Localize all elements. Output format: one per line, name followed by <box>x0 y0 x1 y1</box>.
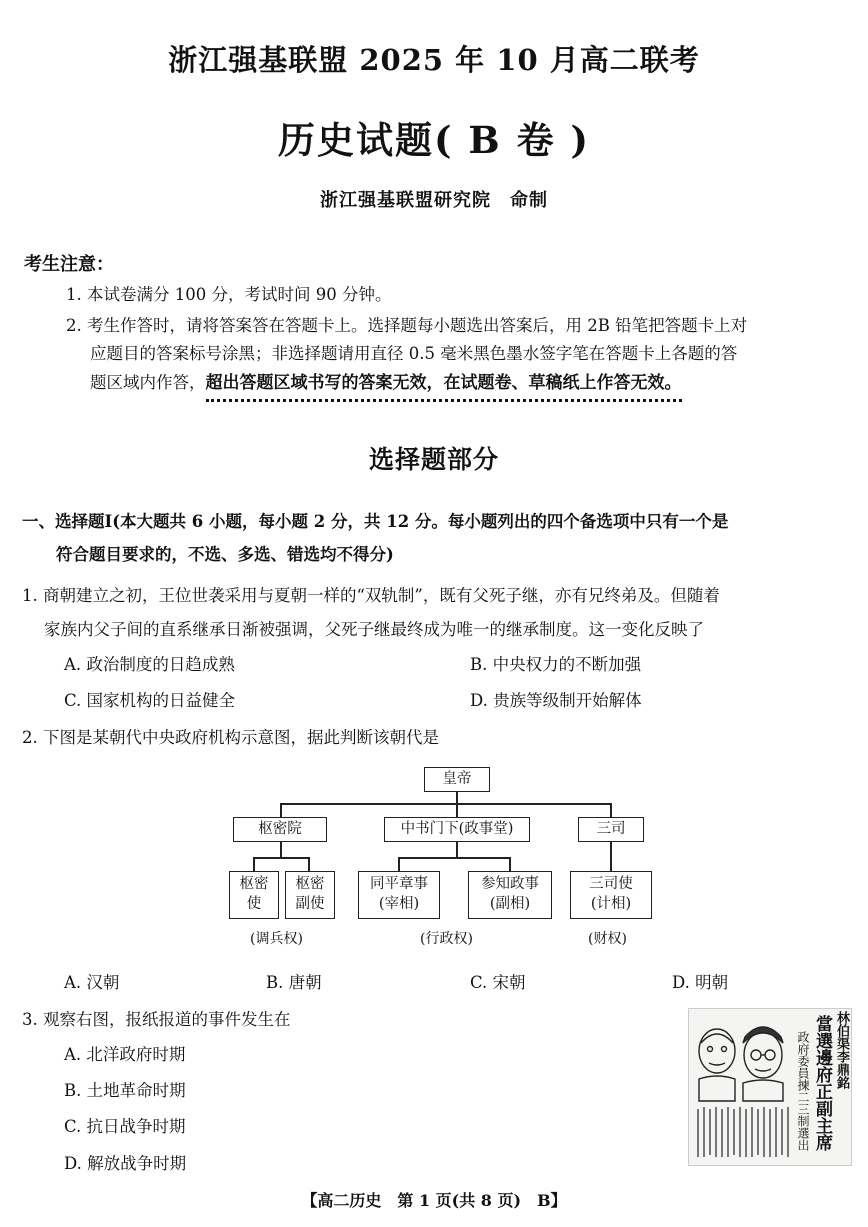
notice-item-2-line-3 <box>90 368 682 393</box>
q1-option-d: D. 贵族等级制开始解体 <box>470 691 642 710</box>
chart-label-line: 副使 <box>295 896 325 912</box>
chart-label-line: 使 <box>246 896 262 912</box>
section-title: 选择题部分 <box>368 445 499 474</box>
notice-heading: 考生注意： <box>24 254 114 275</box>
notice-item-1: 1. 本试卷满分 100 分，考试时间 90 分钟。 <box>66 285 392 304</box>
chart-label: 枢密院 <box>258 820 302 837</box>
connector-line <box>253 857 309 859</box>
notice-item-2-line-1: 2. 考生作答时，请将答案答在答题卡上。选择题每小题选出答案后，用 2B 铅笔把答题卡上对 <box>66 316 748 335</box>
q1-stem-line-2: 家族内父子间的直系继承日渐被强调，父死子继最终成为唯一的继承制度。这一变化反映了 <box>44 620 704 639</box>
q3-option-d: D. 解放战争时期 <box>64 1154 187 1173</box>
q2-option-c: C. 宋朝 <box>470 973 526 992</box>
q3-option-a: A. 北洋政府时期 <box>64 1045 186 1064</box>
chart-label: 皇帝 <box>442 770 472 787</box>
q1-stem-line-1: 1. 商朝建立之初，王位世袭采用与夏朝一样的“双轨制”，既有父死子继，亦有兄终弟及。但随着 <box>22 586 720 605</box>
newspaper-headline-main: 當選邊府正副主席 <box>812 1015 832 1151</box>
chart-leaf-finance-commissioner <box>570 871 652 919</box>
chart-label-line: (副相) <box>489 896 531 912</box>
chart-label <box>481 875 539 914</box>
chart-label <box>240 875 269 914</box>
connector-line <box>398 857 400 871</box>
chart-label <box>370 875 428 914</box>
q2-option-b: B. 唐朝 <box>266 973 322 992</box>
q1-option-c: C. 国家机构的日益健全 <box>64 691 236 710</box>
chart-label <box>589 875 633 914</box>
chart-caption-administration: (行政权) <box>420 931 473 947</box>
notice-item-2-line-2: 应题目的答案标号涂黑；非选择题请用直径 0.5 毫米黑色墨水签字笔在答题卡上各题的答 <box>90 344 738 363</box>
newspaper-headline-small: 林伯渠李鼎銘 <box>834 1011 849 1089</box>
chart-leaf-chancellor <box>358 871 440 919</box>
q2-stem: 2. 下图是某朝代中央政府机构示意图，据此判断该朝代是 <box>22 728 439 747</box>
connector-line <box>610 803 612 817</box>
q1-option-a: A. 政治制度的日趋成熟 <box>64 655 235 674</box>
chart-label: 三司 <box>596 820 626 837</box>
chart-caption-finance: (财权) <box>588 931 627 947</box>
notice-emphasis-text: 超出答题区域书写的答案无效，在试题卷、草稿纸上作答无效。 <box>206 373 682 402</box>
connector-line <box>280 803 610 805</box>
chart-leaf-privy-vice-commissioner <box>285 871 335 919</box>
connector-line <box>610 840 612 871</box>
part1-instruction-line-2: 符合题目要求的，不选、多选、错选均不得分) <box>56 545 394 564</box>
chart-label-line: 同平章事 <box>370 876 428 893</box>
newspaper-subheadline: 政府委員揀二三制選出 <box>796 1031 810 1151</box>
q2-option-a: A. 汉朝 <box>64 973 120 992</box>
chart-label: 中书门下(政事堂) <box>400 820 514 837</box>
chart-node-three-departments <box>578 817 644 842</box>
connector-line <box>280 803 282 817</box>
chart-label-line: 参知政事 <box>481 876 539 893</box>
notice-plain-text: 题区域内作答， <box>90 373 206 392</box>
exam-title: 浙江强基联盟 2025 年 10 月高二联考 <box>168 43 700 77</box>
chart-label-line: (计相) <box>590 896 632 912</box>
author-line: 浙江强基联盟研究院 命制 <box>320 190 548 211</box>
chart-label <box>296 875 325 914</box>
connector-line <box>509 857 511 871</box>
q3-option-b: B. 土地革命时期 <box>64 1081 186 1100</box>
chart-label-line: (宰相) <box>378 896 420 912</box>
chart-label-line: 三司使 <box>589 876 633 893</box>
chart-label-line: 枢密 <box>295 876 325 893</box>
subject-title: 历史试题( B 卷 ) <box>278 118 590 162</box>
newspaper-clipping-image <box>688 1008 852 1166</box>
connector-line <box>456 840 458 858</box>
connector-line <box>398 857 510 859</box>
q3-stem: 3. 观察右图，报纸报道的事件发生在 <box>22 1010 291 1029</box>
chart-leaf-privy-commissioner <box>229 871 279 919</box>
connector-line <box>253 857 255 871</box>
part1-instruction-line-1: 一、选择题Ⅰ(本大题共 6 小题，每小题 2 分，共 12 分。每小题列出的四个备选项中只有一个是 <box>22 512 729 531</box>
chart-caption-military: (调兵权) <box>250 931 303 947</box>
connector-line <box>456 803 458 817</box>
connector-line <box>456 790 458 804</box>
connector-line <box>280 840 282 858</box>
q2-option-d: D. 明朝 <box>672 973 729 992</box>
connector-line <box>308 857 310 871</box>
q3-option-c: C. 抗日战争时期 <box>64 1117 186 1136</box>
chart-leaf-vice-chancellor <box>468 871 552 919</box>
chart-node-secretariat <box>384 817 530 842</box>
q1-option-b: B. 中央权力的不断加强 <box>470 655 642 674</box>
chart-label-line: 枢密 <box>239 876 269 893</box>
page-footer: 【高二历史 第 1 页(共 8 页) B】 <box>301 1191 567 1210</box>
chart-root-emperor <box>424 767 490 792</box>
chart-node-privy-council <box>233 817 327 842</box>
